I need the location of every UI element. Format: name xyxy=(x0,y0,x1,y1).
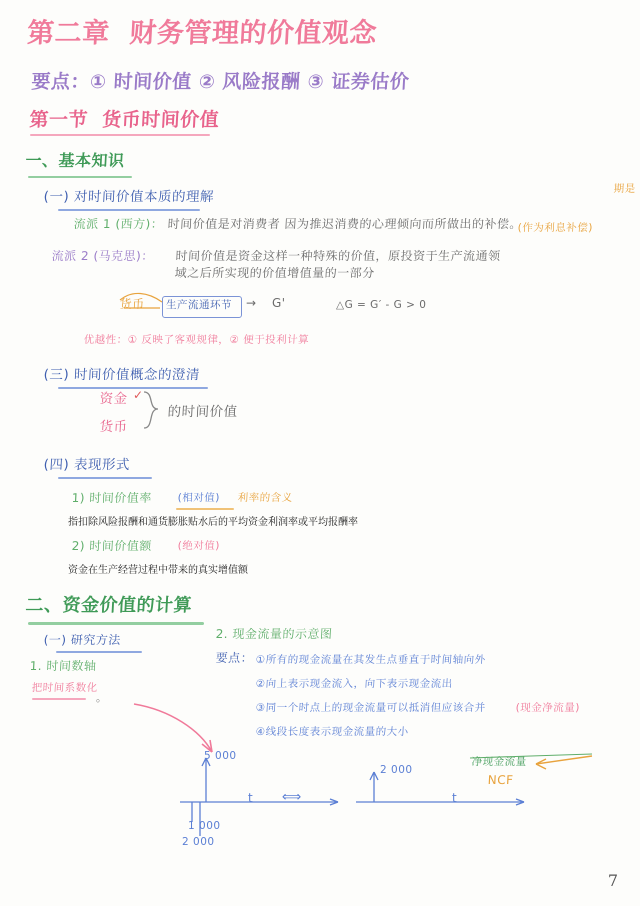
part2-right-label: 要点： xyxy=(215,651,254,665)
flow-connector-lines xyxy=(118,286,278,326)
part1-sub1-underline xyxy=(58,209,200,211)
ncf-abbrev: NCF xyxy=(487,773,514,787)
part2-right-item-1: ①所有的现金流量在其发生点垂直于时间轴向外 xyxy=(255,654,486,666)
timeline-right-axis-label: t xyxy=(452,791,458,805)
ncf-note-label: 净现金流量 xyxy=(471,756,527,768)
timeline-left-up-label: 5 000 xyxy=(204,750,237,762)
part2-item-1-note: 把时间系数化 xyxy=(31,682,98,694)
part2-right-item-2: ②向上表示现金流入，向下表示现金流出 xyxy=(255,678,453,690)
brace-tail-text: 的时间价值 xyxy=(167,404,239,420)
school1-note: (作为利息补偿) xyxy=(517,222,594,234)
form-item-2-note: (绝对值) xyxy=(177,540,221,552)
form-item-2-printed-text: 资金在生产经营过程中带来的真实增值额 xyxy=(68,565,248,576)
timeline-right-up-label: 2 000 xyxy=(380,764,413,776)
part2-right-item-3: ③同一个时点上的现金流量可以抵消但应该合并 xyxy=(255,702,486,714)
form-item-1-note: (相对值) xyxy=(177,492,221,504)
part2-item-1-dot: 。 xyxy=(96,692,107,704)
form-item-1-note-underline xyxy=(176,508,234,510)
page-number: 7 xyxy=(607,871,618,890)
section-1-heading: 第一节 货币时间价值 xyxy=(28,109,220,131)
flow-merit-note: 优越性：① 反映了客观规律，② 便于投利计算 xyxy=(83,334,310,346)
part2-item-1: 1. 时间数轴 xyxy=(29,659,97,673)
margin-note: 期是 xyxy=(613,183,636,195)
flow-arrow: → xyxy=(246,296,257,310)
school1-text: 时间价值是对消费者 因为推迟消费的心理倾向而所做出的补偿。 xyxy=(167,217,523,231)
brace-item-currency: 货币 xyxy=(99,419,129,435)
timeline-left-down-label-2: 2 000 xyxy=(182,836,215,848)
timeline-right-diagram xyxy=(346,744,536,834)
brace-icon xyxy=(142,390,168,432)
brace-item-capital: 资金 xyxy=(99,391,129,407)
page-title: 第二章 财务管理的价值观念 xyxy=(26,18,378,49)
keypoints-line: 要点：① 时间价值 ② 风险报酬 ③ 证券估价 xyxy=(30,71,410,93)
part1-sub3: (三) 时间价值概念的澄清 xyxy=(43,367,201,383)
equivalence-symbol: ⟺ xyxy=(282,789,302,805)
part1-sub4-underline xyxy=(58,477,152,479)
school2-text: 时间价值是资金这样一种特殊的价值，原投资于生产流通领域之后所实现的价值增值量的一部分 xyxy=(174,249,501,281)
flow-left-label: 货币 xyxy=(119,297,146,311)
form-item-1: 1) 时间价值率 xyxy=(71,491,153,505)
form-item-2: 2) 时间价值额 xyxy=(71,539,153,553)
part2-item-1-note-underline xyxy=(32,698,86,700)
part1-heading: 一、基本知识 xyxy=(25,151,126,170)
form-item-1-printed-text: 指扣除风险报酬和通货膨胀贴水后的平均资金利润率或平均报酬率 xyxy=(68,517,358,528)
timeline-left-down-label-1: 1 000 xyxy=(188,820,221,832)
part1-sub1: (一) 对时间价值本质的理解 xyxy=(43,189,215,205)
part2-right-title: 2. 现金流量的示意图 xyxy=(215,627,333,641)
part2-heading: 二、资金价值的计算 xyxy=(24,595,193,616)
school2-label: 流派 2 (马克思)： xyxy=(51,249,155,263)
flow-formula: △G = G′ - G > 0 xyxy=(336,299,427,311)
part2-right-item-3-note: (现金净流量) xyxy=(515,702,581,714)
part2-right-item-4: ④线段长度表示现金流量的大小 xyxy=(255,726,409,738)
part2-underline xyxy=(28,622,204,625)
flow-box-label: 生产流通环节 xyxy=(166,299,232,311)
part1-sub4: (四) 表现形式 xyxy=(43,457,131,473)
check-mark-icon: ✓ xyxy=(133,388,144,402)
timeline-left-axis-label: t xyxy=(248,791,254,805)
section-1-underline xyxy=(30,134,210,136)
flow-right-label: G' xyxy=(272,296,286,310)
part2-sub1: (一) 研究方法 xyxy=(43,633,122,647)
school1-label: 流派 1 (西方)： xyxy=(73,217,164,231)
part2-sub1-underline xyxy=(56,651,142,653)
part1-underline xyxy=(28,176,132,178)
form-item-1-note2: 利率的含义 xyxy=(237,492,293,504)
